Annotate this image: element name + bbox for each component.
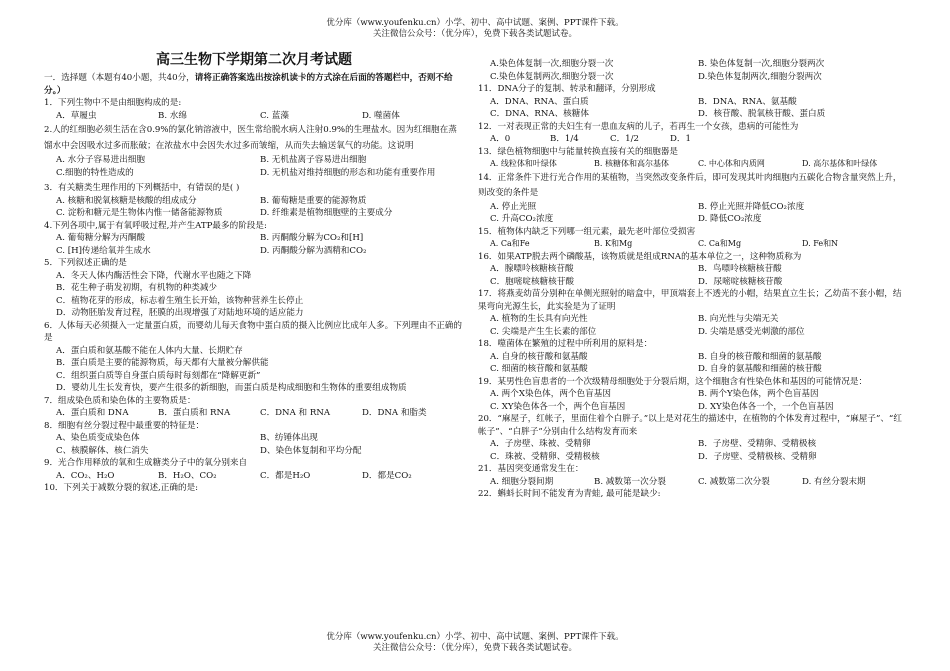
- option: A. 核糖和脱氧核糖是核酸的组成成分: [56, 195, 197, 206]
- intro-text: 一．选择题（本题有40小题，共40分，: [44, 73, 195, 83]
- question-16-options-row2: [478, 276, 906, 289]
- option: A. 植物的生长具有向光性: [490, 314, 588, 324]
- question-16-stem: 16．如果ATP脱去两个磷酸基，该物质就是组成RNA的基本单位之一，这种物质称为: [478, 251, 802, 262]
- question-19-options-row2: [478, 401, 906, 414]
- option: B．蛋白质和 RNA: [158, 408, 231, 418]
- question-4-stem: 4.下列各项中,属于有氧呼吸过程,并产生ATP最多的阶段是:: [44, 220, 267, 231]
- question-1-options: [44, 110, 464, 123]
- option: A．草履虫: [56, 110, 97, 121]
- question-7-stem: 7．组成染色质和染色体的主要物质是：: [44, 395, 196, 406]
- option: D. 纤维素是植物细胞壁的主要成分: [260, 208, 393, 218]
- option: D. XY染色体各一个，一个色盲基因: [698, 401, 834, 412]
- question-8-stem: 8．细胞有丝分裂过程中最重要的特征是：: [44, 420, 205, 431]
- option: A. 两个X染色体，两个色盲基因: [490, 389, 611, 399]
- option: A．冬天人体内酶活性会下降，代谢水平也随之下降: [56, 270, 252, 281]
- question-8-options-row1: [44, 432, 464, 445]
- question-19-options-row1: [478, 388, 906, 401]
- footer-line1: 优分库（www.youfenku.cn）小学、初中、高中试题、案例、PPT课件下载。: [326, 632, 624, 642]
- option: A．蛋白质和 DNA: [56, 408, 129, 418]
- question-13-stem: 13．绿色植物细胞中与能量转换直接有关的细胞器是: [478, 146, 678, 157]
- option: C. 升高CO₂浓度: [490, 214, 554, 224]
- option: D. 丙酮酸分解为酒精和CO₂: [260, 245, 367, 256]
- option: B. 染色体复制一次,细胞分裂两次: [698, 59, 825, 69]
- question-10-options-row2: [478, 71, 906, 84]
- question-21-stem: 21．基因突变通常发生在：: [478, 464, 584, 474]
- question-4-options-row2: [44, 245, 464, 258]
- question-20-stem: 20．“麻屋子，红帐子，里面住着个白胖子。”以上是对花生的描述中，在植物的个体发育过程中，“麻屋子”、“红帐子”、“白胖子”分别由什么结构发育而来: [478, 414, 902, 437]
- option: A．DNA、RNA、蛋白质: [490, 96, 589, 107]
- question-5-options: [44, 270, 464, 320]
- question-11-stem: 11．DNA分子的复制、转录和翻译，分别形成: [478, 84, 656, 94]
- question-1-stem: 1．下列生物中不是由细胞构成的是:: [44, 98, 182, 108]
- option: B．蛋白质是主要的能源物质，每天都有大量被分解供能: [56, 358, 269, 368]
- question-2-options-row2: [44, 167, 464, 180]
- option: B．鸟嘌呤核糖核苷酸: [698, 264, 782, 274]
- question-6-stem: 6．人体每天必须摄入一定量蛋白质，而婴幼儿每天食物中蛋白质的摄入比例应比成年人多。下列理由不正确的是: [44, 320, 462, 343]
- question-18-stem: 18．噬菌体在繁殖的过程中所利用的原料是：: [478, 339, 653, 349]
- question-21-options: [478, 476, 906, 489]
- question-11-options-row1: [478, 96, 906, 109]
- option: C．DNA、RNA、核糖体: [490, 109, 589, 119]
- option: A. 葡萄糖分解为丙酮酸: [56, 233, 146, 243]
- option: D．婴幼儿生长发育快，要产生很多的新细胞，而蛋白质是构成细胞和生物体的重要组成物质: [56, 383, 407, 393]
- option: C．1/2: [610, 134, 639, 144]
- question-9-stem: 9．光合作用释放的氧和生成糖类分子中的氧分别来自: [44, 458, 248, 468]
- question-10-options-row1: [478, 58, 906, 71]
- option: C. XY染色体各一个，两个色盲基因: [490, 401, 626, 412]
- option: C．植物花芽的形成，标志着生殖生长开始，该物种营养生长停止: [56, 295, 304, 306]
- option: B．DNA、RNA、氨基酸: [698, 96, 797, 107]
- option: D.染色体复制两次,细胞分裂两次: [698, 71, 822, 82]
- page-footer: [0, 632, 950, 654]
- question-15-options: [478, 238, 906, 251]
- question-3-stem: 3．有关糖类生理作用的下列概括中，有错误的是( ): [44, 183, 240, 193]
- question-20-options-row1: [478, 438, 906, 451]
- header-line2: 关注微信公众号：（优分库），免费下载各类试题试卷。: [372, 29, 577, 39]
- option: C. 蓝藻: [260, 110, 289, 121]
- question-20-options-row2: [478, 451, 906, 464]
- option: C．DNA 和 RNA: [260, 408, 331, 418]
- option: A．蛋白质和氨基酸不能在人体内大量、长期贮存: [56, 345, 243, 356]
- question-19-stem: 19．某男性色盲患者的一个次级精母细胞处于分裂后期，这个细胞含有性染色体和基因的可能情况是：: [478, 376, 868, 387]
- option: D. 无机盐对维持细胞的形态和功能有重要作用: [260, 167, 436, 178]
- option: C．组织蛋白质等自身蛋白质每时每刻都在“降解更新”: [56, 370, 261, 381]
- option: D. 高尔基体和叶绿体: [802, 159, 878, 168]
- question-8-options-row2: [44, 445, 464, 458]
- option: C、核膜解体、核仁消失: [56, 445, 149, 456]
- question-7-options: [44, 407, 464, 420]
- exam-title: 高三生物下学期第二次月考试题: [156, 52, 352, 68]
- option: D．动物胚胎发育过程，胚膜的出现增强了对陆地环境的适应能力: [56, 308, 304, 318]
- option: B．1/4: [550, 134, 579, 144]
- question-14-stem: 14．正常条件下进行光合作用的某植物，当突然改变条件后，即可发现其叶肉细胞内五碳化合物含量突然上升，则改变的条件是: [478, 172, 902, 198]
- header-line1: 优分库（www.youfenku.cn）小学、初中、高中试题、案例、PPT课件下载。: [326, 18, 624, 28]
- option: B．花生种子萌发初期，有机物的种类减少: [56, 283, 218, 293]
- question-18-options-row1: [478, 351, 906, 364]
- option: D．DNA 和脂类: [362, 408, 427, 418]
- option: D. 噬菌体: [362, 110, 400, 121]
- question-12-options: [478, 133, 730, 146]
- option: D．1: [670, 134, 691, 144]
- option: A. 水分子容易进出细胞: [56, 155, 146, 165]
- footer-line2: 关注微信公众号：（优分库），免费下载各类试题试卷。: [372, 643, 577, 653]
- question-2-stem: 2.人的红细胞必须生活在含0.9%的氯化钠溶液中，医生常给脱水病人注射0.9%的生理盐水。因为红细胞在蒸馏水中会因吸水过多而胀破；在浓盐水中会因失水过多而皱缩，从而失去输送氧气的功能。这说明: [44, 125, 457, 151]
- option: A、染色质变成染色体: [56, 433, 140, 443]
- option: C．珠被、受精卵、受精极核: [490, 451, 600, 462]
- option: A. 线粒体和叶绿体: [490, 159, 557, 168]
- option: C. [H]传递给氧并生成水: [56, 245, 151, 256]
- option: A．CO₂、H₂O: [56, 470, 115, 481]
- option: C.染色体复制两次,细胞分裂一次: [490, 71, 614, 82]
- option: D. 降低CO₂浓度: [698, 214, 762, 224]
- question-3-options-row1: [44, 195, 464, 208]
- option: A.染色体复制一次,细胞分裂一次: [490, 59, 614, 69]
- option: C. 尖端是产生生长素的部位: [490, 326, 597, 337]
- option: A．子房壁、珠被、受精卵: [490, 439, 591, 449]
- question-17-options-row2: [478, 326, 906, 339]
- question-15-stem: 15．植物体内缺乏下列哪一组元素，最先老叶部位受损害: [478, 226, 696, 237]
- question-10-stem: 10．下列关于减数分裂的叙述,正确的是:: [44, 483, 199, 493]
- option: D. 有丝分裂末期: [802, 476, 866, 487]
- option: B. 葡萄糖是重要的能源物质: [260, 195, 367, 206]
- question-6-options: [44, 345, 464, 395]
- option: B. 核糖体和高尔基体: [594, 159, 669, 168]
- question-17-stem: 17．将燕麦幼苗分别种在单侧光照射的暗盒中，甲顶端套上不透光的小帽，结果直立生长；乙幼苗不套小帽，结果弯向光源生长，此实验是为了证明: [478, 289, 902, 312]
- option: C.细胞的特性造成的: [56, 167, 134, 178]
- option: A．腺嘌呤核糖核苷酸: [490, 264, 574, 274]
- option: B. 两个Y染色体，两个色盲基因: [698, 389, 819, 399]
- question-14-options-row2: [478, 213, 906, 226]
- intro-instruction: 请将正确答案选出按涂机读卡的方式涂在后面的答题栏中，否则不给分。）: [44, 73, 453, 96]
- option: A. Ca和Fe: [490, 239, 530, 248]
- page-header: [0, 18, 950, 40]
- right-column: [478, 58, 906, 501]
- option: D．子房壁、受精极核、受精卵: [698, 451, 817, 462]
- question-12-stem: 12．一对表现正常的夫妇生有一患血友病的儿子，若再生一个女孩，患病的可能性为: [478, 121, 799, 132]
- question-4-options-row1: [44, 232, 464, 245]
- question-9-options: [44, 470, 464, 483]
- question-3-options-row2: [44, 207, 464, 220]
- option: D. 尖端是感受光刺激的部位: [698, 326, 805, 337]
- option: B. 减数第一次分裂: [594, 476, 666, 487]
- question-16-options-row1: [478, 263, 906, 276]
- option: B．H₂O、CO₂: [158, 470, 217, 481]
- option: B．子房壁、受精卵、受精极核: [698, 439, 817, 449]
- option: B. 停止光照并降低CO₂浓度: [698, 201, 805, 212]
- option: C. Ca和Mg: [698, 239, 742, 248]
- option: C. 细菌的核苷酸和氨基酸: [490, 364, 588, 374]
- question-5-stem: 5．下列叙述正确的是: [44, 258, 127, 268]
- option: A. 停止光照: [490, 201, 537, 212]
- option: D. 自身的氨基酸和细菌的核苷酸: [698, 364, 822, 374]
- option: A. 细胞分裂间期: [490, 476, 554, 487]
- question-11-options-row2: [478, 108, 906, 121]
- option: B. 自身的核苷酸和细菌的氨基酸: [698, 351, 822, 362]
- question-14-options-row1: [478, 201, 906, 214]
- option: D、染色体复制和平均分配: [260, 445, 362, 456]
- option: A. 自身的核苷酸和氨基酸: [490, 351, 588, 362]
- option: B. 无机盐离子容易进出细胞: [260, 155, 367, 165]
- question-22-stem: 22．蝌蚪长时间不能发育为青蛙, 最可能是缺少:: [478, 489, 661, 499]
- left-column: [44, 42, 464, 495]
- option: D. Fe和N: [802, 239, 839, 248]
- option: D．尿嘧啶核糖核苷酸: [698, 276, 783, 287]
- option: B. 丙酮酸分解为CO₂和[H]: [260, 233, 364, 243]
- question-2-options-row1: [44, 154, 464, 167]
- question-18-options-row2: [478, 363, 906, 376]
- option: B、纺锤体出现: [260, 433, 318, 443]
- option: C．都是H₂O: [260, 470, 311, 481]
- option: C. 淀粉和糖元是生物体内惟一储备能源物质: [56, 208, 223, 218]
- option: C. 中心体和内质网: [698, 159, 765, 168]
- option: A．0: [490, 134, 511, 144]
- option: B. 向光性与尖端无关: [698, 314, 779, 324]
- question-13-options: [478, 158, 906, 171]
- option: C. 减数第二次分裂: [698, 476, 770, 487]
- question-17-options-row1: [478, 313, 906, 326]
- option: C．胞嘧啶核糖核苷酸: [490, 276, 574, 287]
- option: D．核苷酸、脱氧核苷酸、蛋白质: [698, 109, 826, 119]
- option: B. K和Mg: [594, 239, 633, 248]
- option: B. 水绵: [158, 110, 187, 121]
- option: D．都是CO₂: [362, 470, 412, 481]
- section-intro: [44, 72, 464, 97]
